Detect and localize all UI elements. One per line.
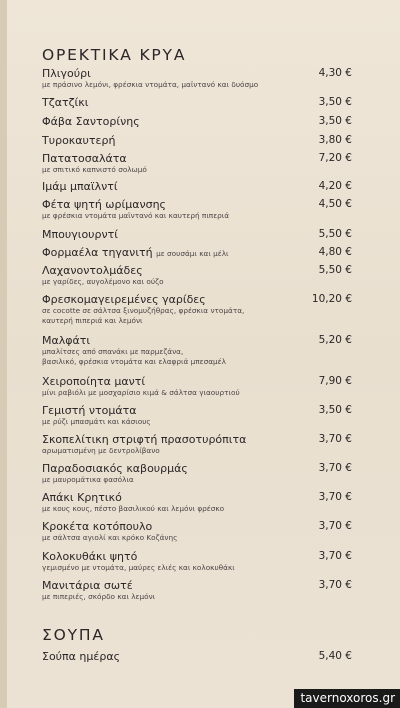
item-name: Παραδοσιακός καβουρμάς [42, 462, 188, 475]
item-price: 3,70 € [318, 550, 352, 562]
menu-item [42, 246, 352, 260]
menu-item [42, 433, 352, 456]
item-name: Φάβα Σαντορίνης [42, 115, 140, 128]
section-title-soup: ΣΟΥΠΑ [42, 626, 105, 644]
item-description: με φρέσκια ντομάτα μαϊντανό και καυτερή πιπεριά [42, 211, 230, 220]
item-name: Φέτα ψητή ωρίμανσης [42, 198, 167, 211]
item-price: 7,20 € [318, 152, 352, 164]
item-description: με πιπεριές, σκόρδο και λεμόνι [42, 592, 156, 601]
item-price: 3,70 € [318, 579, 352, 591]
page-binding-edge [0, 0, 7, 708]
item-name: Κροκέτα κοτόπουλο [42, 520, 153, 533]
item-description: με σάλτσα αγιολί και κρόκο Κοζάνης [42, 533, 178, 542]
watermark: tavernoxoros.gr [294, 689, 400, 708]
item-name: Τυροκαυτερή [42, 134, 116, 147]
menu-item [42, 579, 352, 602]
item-name: Χειροποίητα μαντί [42, 375, 146, 388]
item-price: 3,50 € [318, 115, 352, 127]
item-name: Μανιτάρια σωτέ [42, 579, 133, 592]
item-description: με ρύζι μπασμάτι και κάσιους [42, 417, 151, 426]
item-name: Πατατοσαλάτα [42, 152, 127, 165]
menu-item [42, 115, 352, 128]
item-description: γεμισμένο με ντομάτα, μαύρες ελιές και κολοκυθάκι [42, 563, 235, 572]
menu-item [42, 404, 352, 427]
menu-item [42, 334, 352, 367]
item-description: με μαυρομάτικα φασόλια [42, 475, 134, 484]
menu-item [42, 134, 352, 147]
item-price: 10,20 € [311, 293, 352, 305]
item-price: 4,80 € [318, 246, 352, 258]
menu-item [42, 264, 352, 287]
menu-item [42, 491, 352, 514]
item-description: με πράσινο λεμόνι, φρέσκια ντομάτα, μαϊντανό και δυόσμο [42, 80, 259, 89]
menu-item [42, 180, 352, 193]
item-name: Απάκι Κρητικό [42, 491, 122, 504]
menu-item [42, 650, 352, 663]
item-description: με σπιτικό καπνιστό σολωμό [42, 165, 147, 174]
item-description: σε cocotte σε σάλτσα ξινομυζήθρας, φρέσκια ντομάτα, [42, 306, 245, 315]
item-name: Σούπα ημέρας [42, 650, 121, 663]
item-price: 4,20 € [318, 180, 352, 192]
item-name: Κολοκυθάκι ψητό [42, 550, 138, 563]
menu-item [42, 550, 352, 573]
item-price: 5,40 € [318, 650, 352, 662]
item-description: με γαρίδες, αυγολέμονο και ούζο [42, 277, 164, 286]
item-inline-note: με σουσάμι και μέλι [156, 249, 229, 258]
menu-item [42, 96, 352, 109]
item-price: 3,70 € [318, 491, 352, 503]
item-name: Ιμάμ μπαϊλντί [42, 180, 118, 193]
item-price: 5,50 € [318, 264, 352, 276]
item-name: Φορμαέλα τηγανιτή [42, 246, 153, 259]
item-price: 3,50 € [318, 96, 352, 108]
menu-item [42, 375, 352, 398]
menu-item [42, 67, 352, 90]
item-name: Σκοπελίτικη στριφτή πρασοτυρόπιτα [42, 433, 247, 446]
menu-item [42, 293, 352, 326]
item-description: μίνι ραβιόλι με μοσχαρίσιο κιμά & σάλτσα γιαουρτιού [42, 388, 240, 397]
item-name: Μπουγιουρντί [42, 228, 119, 241]
item-price: 3,70 € [318, 520, 352, 532]
menu-item [42, 228, 352, 241]
section-title-cold-appetizers: ΟΡΕΚΤΙΚΑ ΚΡΥΑ [42, 46, 187, 64]
item-price: 4,30 € [318, 67, 352, 79]
item-price: 3,70 € [318, 433, 352, 445]
item-description-line2: βασιλικό, φρέσκια ντομάτα και ελαφριά μπεσαμέλ [42, 357, 226, 366]
menu-item [42, 198, 352, 221]
item-name: Γεμιστή ντομάτα [42, 404, 137, 417]
item-description: αρωματισμένη με δεντρολίβανο [42, 446, 160, 455]
item-description-line2: καυτερή πιπεριά και λεμόνι [42, 316, 143, 325]
item-name: Πλιγούρι [42, 67, 91, 80]
item-price: 7,90 € [318, 375, 352, 387]
item-name: Φρεσκομαγειρεμένες γαρίδες [42, 293, 206, 306]
menu-item [42, 152, 352, 175]
item-description: με κους κους, πέστο βασιλικού και λεμόνι φρέσκο [42, 504, 225, 513]
item-price: 5,20 € [318, 334, 352, 346]
item-name: Μαλφάτι [42, 334, 91, 347]
item-name: Λαχανοντολμάδες [42, 264, 143, 277]
item-price: 4,50 € [318, 198, 352, 210]
item-price: 3,80 € [318, 134, 352, 146]
menu-item [42, 520, 352, 543]
item-name-with-note [42, 246, 352, 260]
item-description: μπαλίτσες από σπανάκι με παρμεζάνα, [42, 347, 184, 356]
item-name: Τζατζίκι [42, 96, 89, 109]
item-price: 3,50 € [318, 404, 352, 416]
item-price: 3,70 € [318, 462, 352, 474]
menu-item [42, 462, 352, 485]
item-price: 5,50 € [318, 228, 352, 240]
